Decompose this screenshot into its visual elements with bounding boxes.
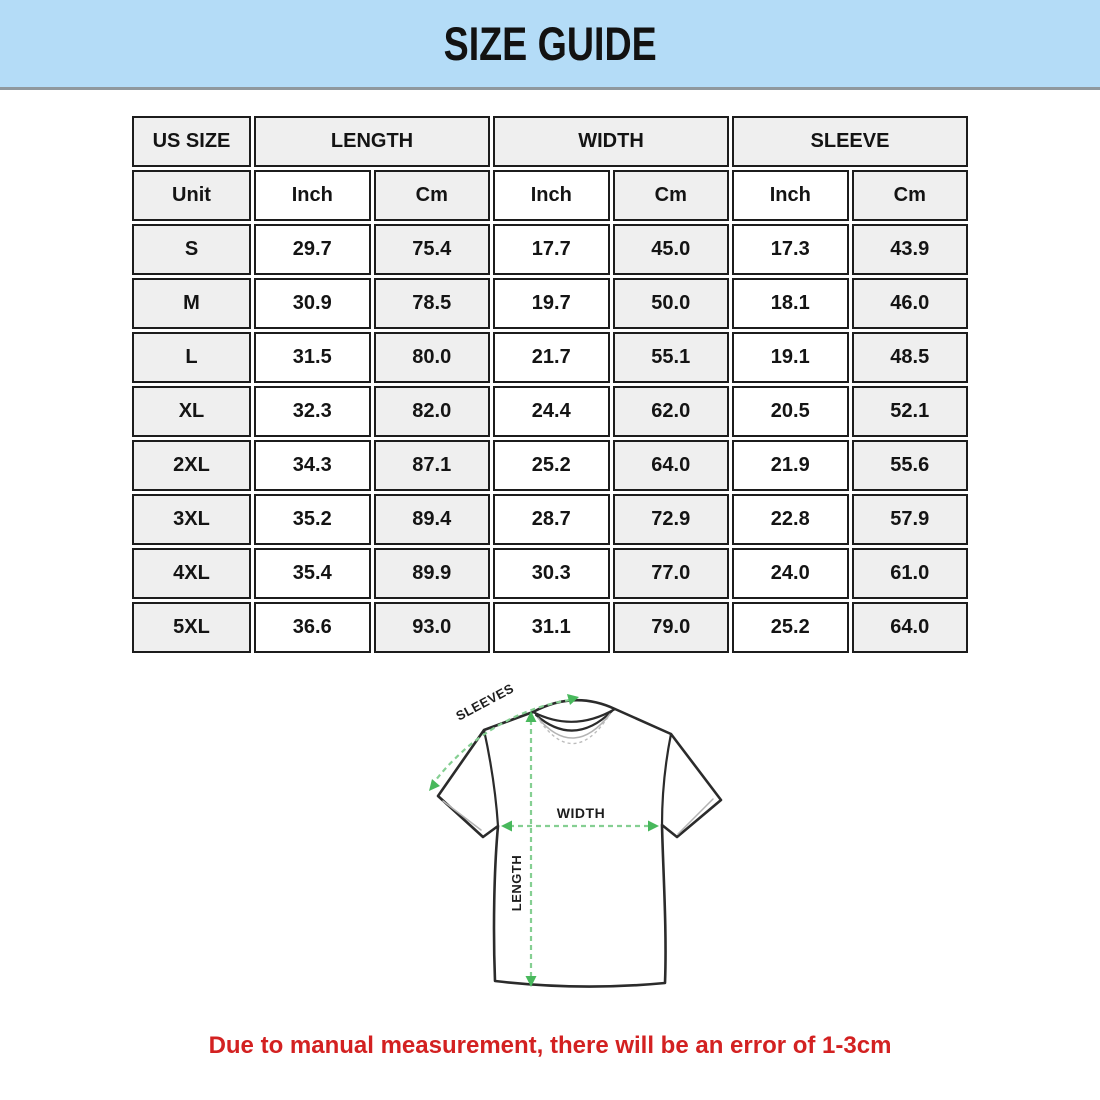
measurement-cell: 64.0 <box>613 440 730 491</box>
table-row-s <box>132 224 968 275</box>
measurement-cell: 18.1 <box>732 278 849 329</box>
measurement-cell: 25.2 <box>493 440 610 491</box>
measurement-cell: 31.1 <box>493 602 610 653</box>
measurement-cell: 62.0 <box>613 386 730 437</box>
measurement-cell: 36.6 <box>254 602 371 653</box>
measurement-cell: 19.1 <box>732 332 849 383</box>
measurement-cell: 72.9 <box>613 494 730 545</box>
measurement-cell: 89.9 <box>374 548 491 599</box>
group-header-row <box>132 116 968 167</box>
measurement-cell: 93.0 <box>374 602 491 653</box>
measurement-cell: 24.4 <box>493 386 610 437</box>
size-label-cell: 2XL <box>132 440 251 491</box>
size-label-cell: 3XL <box>132 494 251 545</box>
table-row-m <box>132 278 968 329</box>
size-label-cell: 5XL <box>132 602 251 653</box>
measurement-cell: 52.1 <box>852 386 969 437</box>
measurement-cell: 46.0 <box>852 278 969 329</box>
table-row-xl <box>132 386 968 437</box>
tshirt-diagram-svg <box>380 660 900 1020</box>
length-label: LENGTH <box>509 854 524 912</box>
measurement-cell: 25.2 <box>732 602 849 653</box>
measurement-cell: 50.0 <box>613 278 730 329</box>
measurement-cell: 77.0 <box>613 548 730 599</box>
table-row-3xl <box>132 494 968 545</box>
measurement-cell: 21.7 <box>493 332 610 383</box>
measurement-cell: 29.7 <box>254 224 371 275</box>
table-row-l <box>132 332 968 383</box>
sleeves-arrow-end-icon <box>429 779 440 791</box>
measurement-disclaimer: Due to manual measurement, there will be an error of 1-3cm <box>208 1032 892 1059</box>
col-header-width: WIDTH <box>493 116 729 167</box>
measurement-cell: 89.4 <box>374 494 491 545</box>
unit-row <box>132 170 968 221</box>
unit-cell-width-inch: Inch <box>493 170 610 221</box>
measurement-cell: 30.9 <box>254 278 371 329</box>
measurement-cell: 43.9 <box>852 224 969 275</box>
table-row-5xl <box>132 602 968 653</box>
table-row-2xl <box>132 440 968 491</box>
table-row-4xl <box>132 548 968 599</box>
measurement-cell: 34.3 <box>254 440 371 491</box>
tshirt-outline <box>438 700 721 986</box>
unit-cell-length-cm: Cm <box>374 170 491 221</box>
title-banner <box>0 0 1100 90</box>
size-label-cell: 4XL <box>132 548 251 599</box>
size-label-cell: L <box>132 332 251 383</box>
measurement-cell: 31.5 <box>254 332 371 383</box>
measurement-cell: 24.0 <box>732 548 849 599</box>
measurement-cell: 28.7 <box>493 494 610 545</box>
measurement-cell: 87.1 <box>374 440 491 491</box>
measurement-cell: 17.7 <box>493 224 610 275</box>
measurement-cell: 32.3 <box>254 386 371 437</box>
tshirt-measurement-diagram <box>380 660 900 1020</box>
measurement-cell: 20.5 <box>732 386 849 437</box>
col-header-sleeve: SLEEVE <box>732 116 968 167</box>
unit-cell-sleeve-inch: Inch <box>732 170 849 221</box>
size-label-cell: M <box>132 278 251 329</box>
unit-cell-sleeve-cm: Cm <box>852 170 969 221</box>
col-header-length: LENGTH <box>254 116 490 167</box>
measurement-cell: 22.8 <box>732 494 849 545</box>
unit-cell-length-inch: Inch <box>254 170 371 221</box>
unit-cell-width-cm: Cm <box>613 170 730 221</box>
measurement-cell: 35.2 <box>254 494 371 545</box>
sleeves-label: SLEEVES <box>453 680 517 724</box>
size-label-cell: S <box>132 224 251 275</box>
measurement-cell: 75.4 <box>374 224 491 275</box>
measurement-cell: 57.9 <box>852 494 969 545</box>
page-title: SIZE GUIDE <box>443 17 657 70</box>
measurement-cell: 55.1 <box>613 332 730 383</box>
unit-header-cell: Unit <box>132 170 251 221</box>
measurement-cell: 45.0 <box>613 224 730 275</box>
measurement-cell: 64.0 <box>852 602 969 653</box>
measurement-cell: 21.9 <box>732 440 849 491</box>
measurement-cell: 48.5 <box>852 332 969 383</box>
size-chart-table <box>129 113 971 656</box>
measurement-cell: 35.4 <box>254 548 371 599</box>
measurement-cell: 78.5 <box>374 278 491 329</box>
size-label-cell: XL <box>132 386 251 437</box>
measurement-cell: 55.6 <box>852 440 969 491</box>
measurement-cell: 82.0 <box>374 386 491 437</box>
measurement-cell: 17.3 <box>732 224 849 275</box>
width-label: WIDTH <box>556 805 606 821</box>
measurement-cell: 79.0 <box>613 602 730 653</box>
measurement-cell: 61.0 <box>852 548 969 599</box>
col-header-us-size: US SIZE <box>132 116 251 167</box>
measurement-cell: 19.7 <box>493 278 610 329</box>
measurement-cell: 30.3 <box>493 548 610 599</box>
measurement-cell: 80.0 <box>374 332 491 383</box>
